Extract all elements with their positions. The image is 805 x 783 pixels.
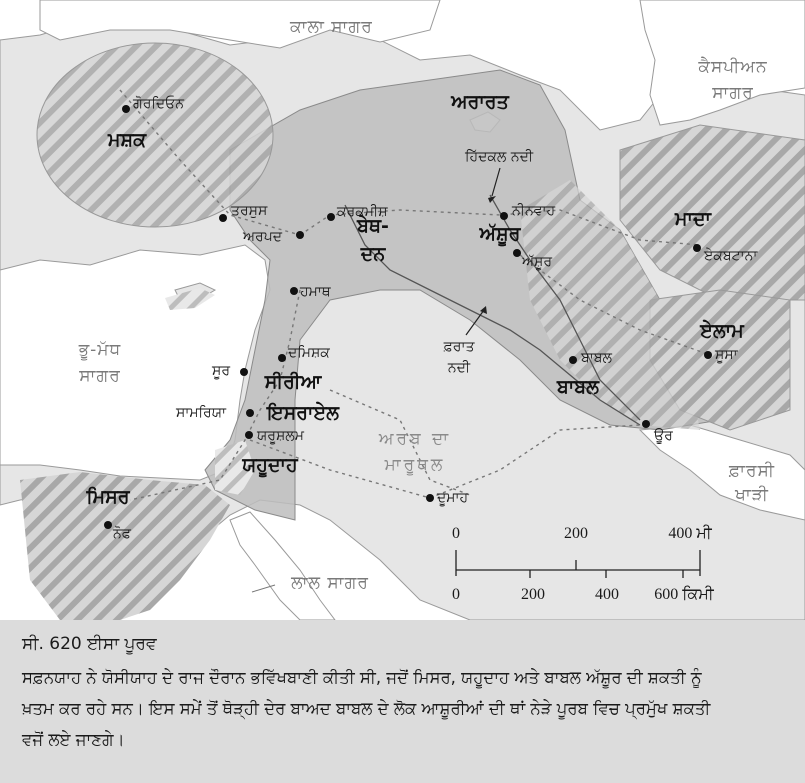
euphrates-label-line2: ਨਦੀ xyxy=(447,360,471,376)
persian-gulf-label-line1: ਫ਼ਾਰਸੀ xyxy=(729,461,775,481)
city-dot-samaria xyxy=(246,409,254,417)
scale-km-400: 400 xyxy=(595,586,619,603)
region-meshech: ਮਸ਼ਕ xyxy=(107,129,147,151)
city-ur: ਊਰ xyxy=(654,428,673,444)
city-dot-hamath xyxy=(290,287,298,295)
region-beth-eden-line1: ਬੇਥ- xyxy=(357,215,389,237)
city-dot-tyre xyxy=(240,368,248,376)
city-jerusalem: ਯਰੂਸ਼ਲਮ xyxy=(257,428,304,444)
scale-mi-200: 200 xyxy=(564,525,588,542)
region-babylon: ਬਾਬਲ xyxy=(557,376,599,398)
red-sea-label: ਲਾਲ ਸਾਗਰ xyxy=(291,573,369,593)
city-dumah: ਦੂਮਾਹ xyxy=(437,490,469,506)
region-beth-eden-line2: ਦਨ xyxy=(360,243,386,265)
scale-mi-0: 0 xyxy=(452,525,460,542)
black-sea-label: ਕਾਲਾ ਸਾਗਰ xyxy=(290,17,373,37)
caption-text xyxy=(22,662,783,755)
city-dot-ur xyxy=(642,420,650,428)
city-dot-damascus xyxy=(278,354,286,362)
city-tarsus: ਤਰਸੁਸ xyxy=(231,203,268,219)
scale-km-600: 600 ਕਿਮੀ xyxy=(654,586,714,603)
city-dot-babylon xyxy=(569,356,577,364)
mediterranean-label-line2: ਸਾਗਰ xyxy=(79,366,121,386)
city-susa: ਸੂਸਾ xyxy=(715,347,738,363)
city-dot-tarsus xyxy=(219,214,227,222)
city-dot-dumah xyxy=(426,494,434,502)
caspian-sea-label-line2: ਸਾਗਰ xyxy=(712,83,754,103)
caption-line-3: ਵਜੋਂ ਲਏ ਜਾਣਗੇ। xyxy=(22,730,125,749)
city-ashur: ਅੱਸ਼ੂਰ xyxy=(522,254,553,270)
region-israel: ਇਸਰਾਏਲ xyxy=(267,402,339,424)
city-samaria: ਸਾਮਰਿਯਾ xyxy=(176,405,227,421)
caspian-sea-label-line1: ਕੈਸਪੀਅਨ xyxy=(698,57,768,77)
scale-mi-400: 400 ਮੀ xyxy=(668,525,712,542)
city-babylon: ਬਾਬਲ xyxy=(581,350,612,366)
city-noph: ਨੋਫ xyxy=(113,526,131,542)
city-tyre: ਸੂਰ xyxy=(212,363,231,379)
scale-km-0: 0 xyxy=(452,586,460,603)
caption-line-1: ਸਫ਼ਨਯਾਹ ਨੇ ਯੋਸੀਯਾਹ ਦੇ ਰਾਜ ਦੌਰਾਨ ਭਵਿੱਖਬਾਣੀ ਕੀਤੀ ਸੀ, ਜਦੋਂ ਮਿਸਰ, ਯਹੂਦਾਹ ਅਤੇ ਬਾਬਲ ਅੱਸ਼ੂਰ ਦੀ ਸ਼ਕਤੀ ਨੂੰ xyxy=(22,668,702,687)
region-ararat: ਅਰਾਰਤ xyxy=(451,91,509,113)
region-egypt: ਮਿਸਰ xyxy=(86,486,130,508)
city-dot-ashur xyxy=(513,249,521,257)
city-carchemish: ਕਰਕਮੀਸ਼ xyxy=(337,204,388,220)
city-nineveh: ਨੀਨਵਾਹ xyxy=(512,203,556,219)
region-assyria: ਅੱਸ਼ੂਰ xyxy=(479,223,521,245)
arabian-desert-label-line1: ਅਰਬ ਦਾ xyxy=(378,429,452,449)
city-gordium: ਗੋਰਦਿਓਨ xyxy=(133,96,184,112)
city-ecbatana: ਏਕਬਟਾਨਾ xyxy=(704,248,758,264)
persian-gulf-label-line2: ਖਾੜੀ xyxy=(735,485,769,505)
scale-km-200: 200 xyxy=(521,586,545,603)
city-dot-nineveh xyxy=(500,212,508,220)
city-dot-susa xyxy=(704,351,712,359)
region-syria: ਸੀਰੀਆ xyxy=(264,371,322,393)
city-dot-gordium xyxy=(122,105,130,113)
caption-date: ਸੀ. 620 ਈਸਾ ਪੂਰਵ xyxy=(22,634,157,654)
arabian-desert-label-line2: ਮਾਰੂਥਲ xyxy=(384,455,446,475)
city-hamath: ਹਮਾਥ xyxy=(300,284,331,300)
region-media: ਮਾਦਾ xyxy=(675,208,711,230)
city-damascus: ਦਮਿਸ਼ਕ xyxy=(288,345,330,361)
city-dot-carchemish xyxy=(327,213,335,221)
meshech-area xyxy=(37,43,273,227)
tigris-label: ਹਿੱਦਕਲ ਨਦੀ xyxy=(465,149,534,165)
euphrates-label-line1: ਫ਼ਰਾਤ xyxy=(443,339,475,355)
caption-line-2: ਖ਼ਤਮ ਕਰ ਰਹੇ ਸਨ। ਇਸ ਸਮੇਂ ਤੋਂ ਥੋੜ੍ਹੀ ਦੇਰ ਬਾਅਦ ਬਾਬਲ ਦੇ ਲੋਕ ਆਸ਼ੂਰੀਆਂ ਦੀ ਥਾਂ ਨੇੜੇ ਪੂਰਬ ਵਿਚ ਪ੍ਰਮੁੱਖ ਸ਼ਕਤੀ xyxy=(22,699,711,718)
city-dot-jerusalem xyxy=(245,431,253,439)
city-dot-noph xyxy=(104,521,112,529)
city-dot-ecbatana xyxy=(693,244,701,252)
caption-panel xyxy=(0,620,805,783)
region-elam: ਏਲਾਮ xyxy=(700,320,744,342)
city-dot-arpad xyxy=(296,231,304,239)
city-arpad: ਅਰਪਦ xyxy=(243,229,283,245)
region-judah: ਯਹੂਦਾਹ xyxy=(242,454,298,476)
mediterranean-label-line1: ਭੂ-ਮੱਧ xyxy=(78,340,122,360)
